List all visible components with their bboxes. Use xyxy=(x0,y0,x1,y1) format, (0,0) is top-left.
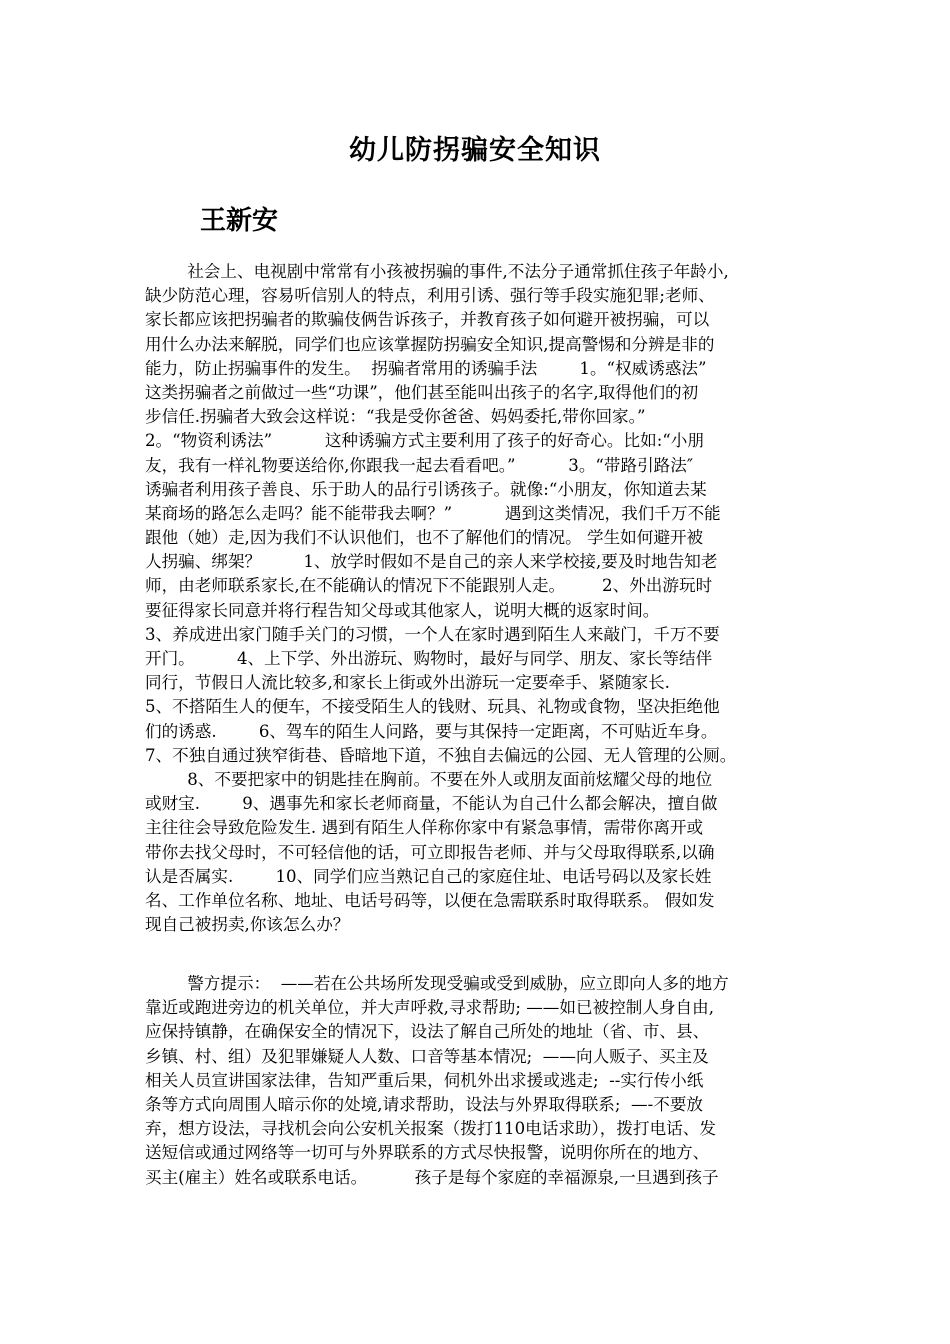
text-line: 条等方式向周围人暗示你的处境,请求帮助，设法与外界取得联系; —-不要放 xyxy=(145,1094,704,1114)
text-line: 送短信或通过网络等一切可与外界联系的方式尽快报警，说明你所在的地方、 xyxy=(145,1143,710,1163)
text-line: 现自己被拐卖,你该怎么办？ xyxy=(145,915,350,935)
text-line: 开门。 4、上下学、外出游玩、购物时，最好与同学、朋友、家长等结伴 xyxy=(145,649,713,668)
text-line: 警方提示： ——若在公共场所发现受骗或受到威胁，应立即向人多的地方 xyxy=(145,974,729,993)
text-line: 弃，想方设法，寻找机会向公安机关报案（拨打110电话求助），拨打电话、发 xyxy=(145,1119,716,1139)
text-line: 3、养成进出家门随手关门的习惯，一个人在家时遇到陌生人来敲门，千万不要 xyxy=(145,624,720,644)
text-line: 2。“物资利诱法” 这种诱骗方式主要利用了孩子的好奇心。比如:“小朋 xyxy=(145,431,704,451)
text-line: 乡镇、村、组）及犯罪嫌疑人人数、口音等基本情况; ——向人贩子、买主及 xyxy=(145,1046,709,1066)
text-line: 或财宝. 9、遇事先和家长老师商量，不能认为自己什么都会解决，擅自做 xyxy=(145,794,718,814)
text-line: 们的诱惑. 6、驾车的陌生人问路，要与其保持一定距离，不可贴近车身。 xyxy=(145,721,718,741)
text-line: 跟他（她）走,因为我们不认识他们，也不了解他们的情况。 学生如何避开被 xyxy=(145,528,704,548)
text-line: 同行，节假日人流比较多,和家长上街或外出游玩一定要牵手、紧随家长. xyxy=(145,673,670,693)
text-line: 相关人员宣讲国家法律，告知严重后果，伺机外出求援或逃走; --实行传小纸 xyxy=(145,1070,704,1090)
body-paragraph-1 xyxy=(145,260,815,937)
document-author: 王新安 xyxy=(200,206,279,236)
text-line: 社会上、电视剧中常常有小孩被拐骗的事件,不法分子通常抓住孩子年龄小, xyxy=(145,262,729,281)
text-line: 用什么办法来解脱，同学们也应该掌握防拐骗安全知识,提高警惕和分辨是非的 xyxy=(145,334,715,354)
text-line: 步信任.拐骗者大致会这样说：“我是受你爸爸、妈妈委托,带你回家。” xyxy=(145,407,646,427)
text-line: 能力，防止拐骗事件的发生。 拐骗者常用的诱骗手法 1。“权威诱惑法” xyxy=(145,358,707,378)
document-title: 幼儿防拐骗安全知识 xyxy=(349,135,601,166)
text-line: 买主(雇主）姓名或联系电话。 孩子是每个家庭的幸福源泉,一旦遇到孩子 xyxy=(145,1167,719,1187)
text-line: 人拐骗、绑架？ 1、放学时假如不是自己的亲人来学校接,要及时地告知老 xyxy=(145,552,718,572)
text-line: 靠近或跑进旁边的机关单位，并大声呼救,寻求帮助; ——如已被控制人身自由, xyxy=(145,998,715,1018)
text-line: 诱骗者利用孩子善良、乐于助人的品行引诱孩子。就像:“小朋友，你知道去某 xyxy=(145,479,707,499)
text-line: 认是否属实. 10、同学们应当熟记自己的家庭住址、电话号码以及家长姓 xyxy=(145,866,712,886)
text-line: 缺少防范心理，容易听信别人的特点，利用引诱、强行等手段实施犯罪;老师、 xyxy=(145,286,715,306)
text-line: 带你去找父母时，不可轻信他的话，可立即报告老师、并与父母取得联系,以确 xyxy=(145,842,715,862)
text-line: 主往往会导致危险发生. 遇到有陌生人佯称你家中有紧急事情，需带你离开或 xyxy=(145,818,704,838)
text-line: 友，我有一样礼物要送给你,你跟我一起去看看吧。” 3。“带路引路法″ xyxy=(145,455,694,475)
text-line: 8、不要把家中的钥匙挂在胸前。不要在外人或朋友面前炫耀父母的地位 xyxy=(145,769,713,789)
text-line: 某商场的路怎么走吗？能不能带我去啊？” 遇到这类情况，我们千万不能 xyxy=(145,503,721,523)
text-line: 应保持镇静，在确保安全的情况下，设法了解自己所处的地址（省、市、县、 xyxy=(145,1022,710,1042)
text-line: 师，由老师联系家长,在不能确认的情况下不能跟别人走。 2、外出游玩时 xyxy=(145,576,713,596)
text-line: 这类拐骗者之前做过一些“功课”，他们甚至能叫出孩子的名字,取得他们的初 xyxy=(145,382,699,402)
text-line: 名、工作单位名称、地址、电话号码等，以便在急需联系时取得联系。 假如发 xyxy=(145,890,715,910)
text-line: 7、不独自通过狭窄街巷、昏暗地下道，不独自去偏远的公园、无人管理的公厕。 xyxy=(145,745,737,765)
text-line: 要征得家长同意并将行程告知父母或其他家人，说明大概的返家时间。 xyxy=(145,600,660,620)
text-line: 5、不搭陌生人的便车，不接受陌生人的钱财、玩具、礼物或食物，坚决拒绝他 xyxy=(145,697,720,717)
text-line: 家长都应该把拐骗者的欺骗伎俩告诉孩子，并教育孩子如何避开被拐骗，可以 xyxy=(145,310,710,330)
body-paragraph-2 xyxy=(145,972,815,1190)
